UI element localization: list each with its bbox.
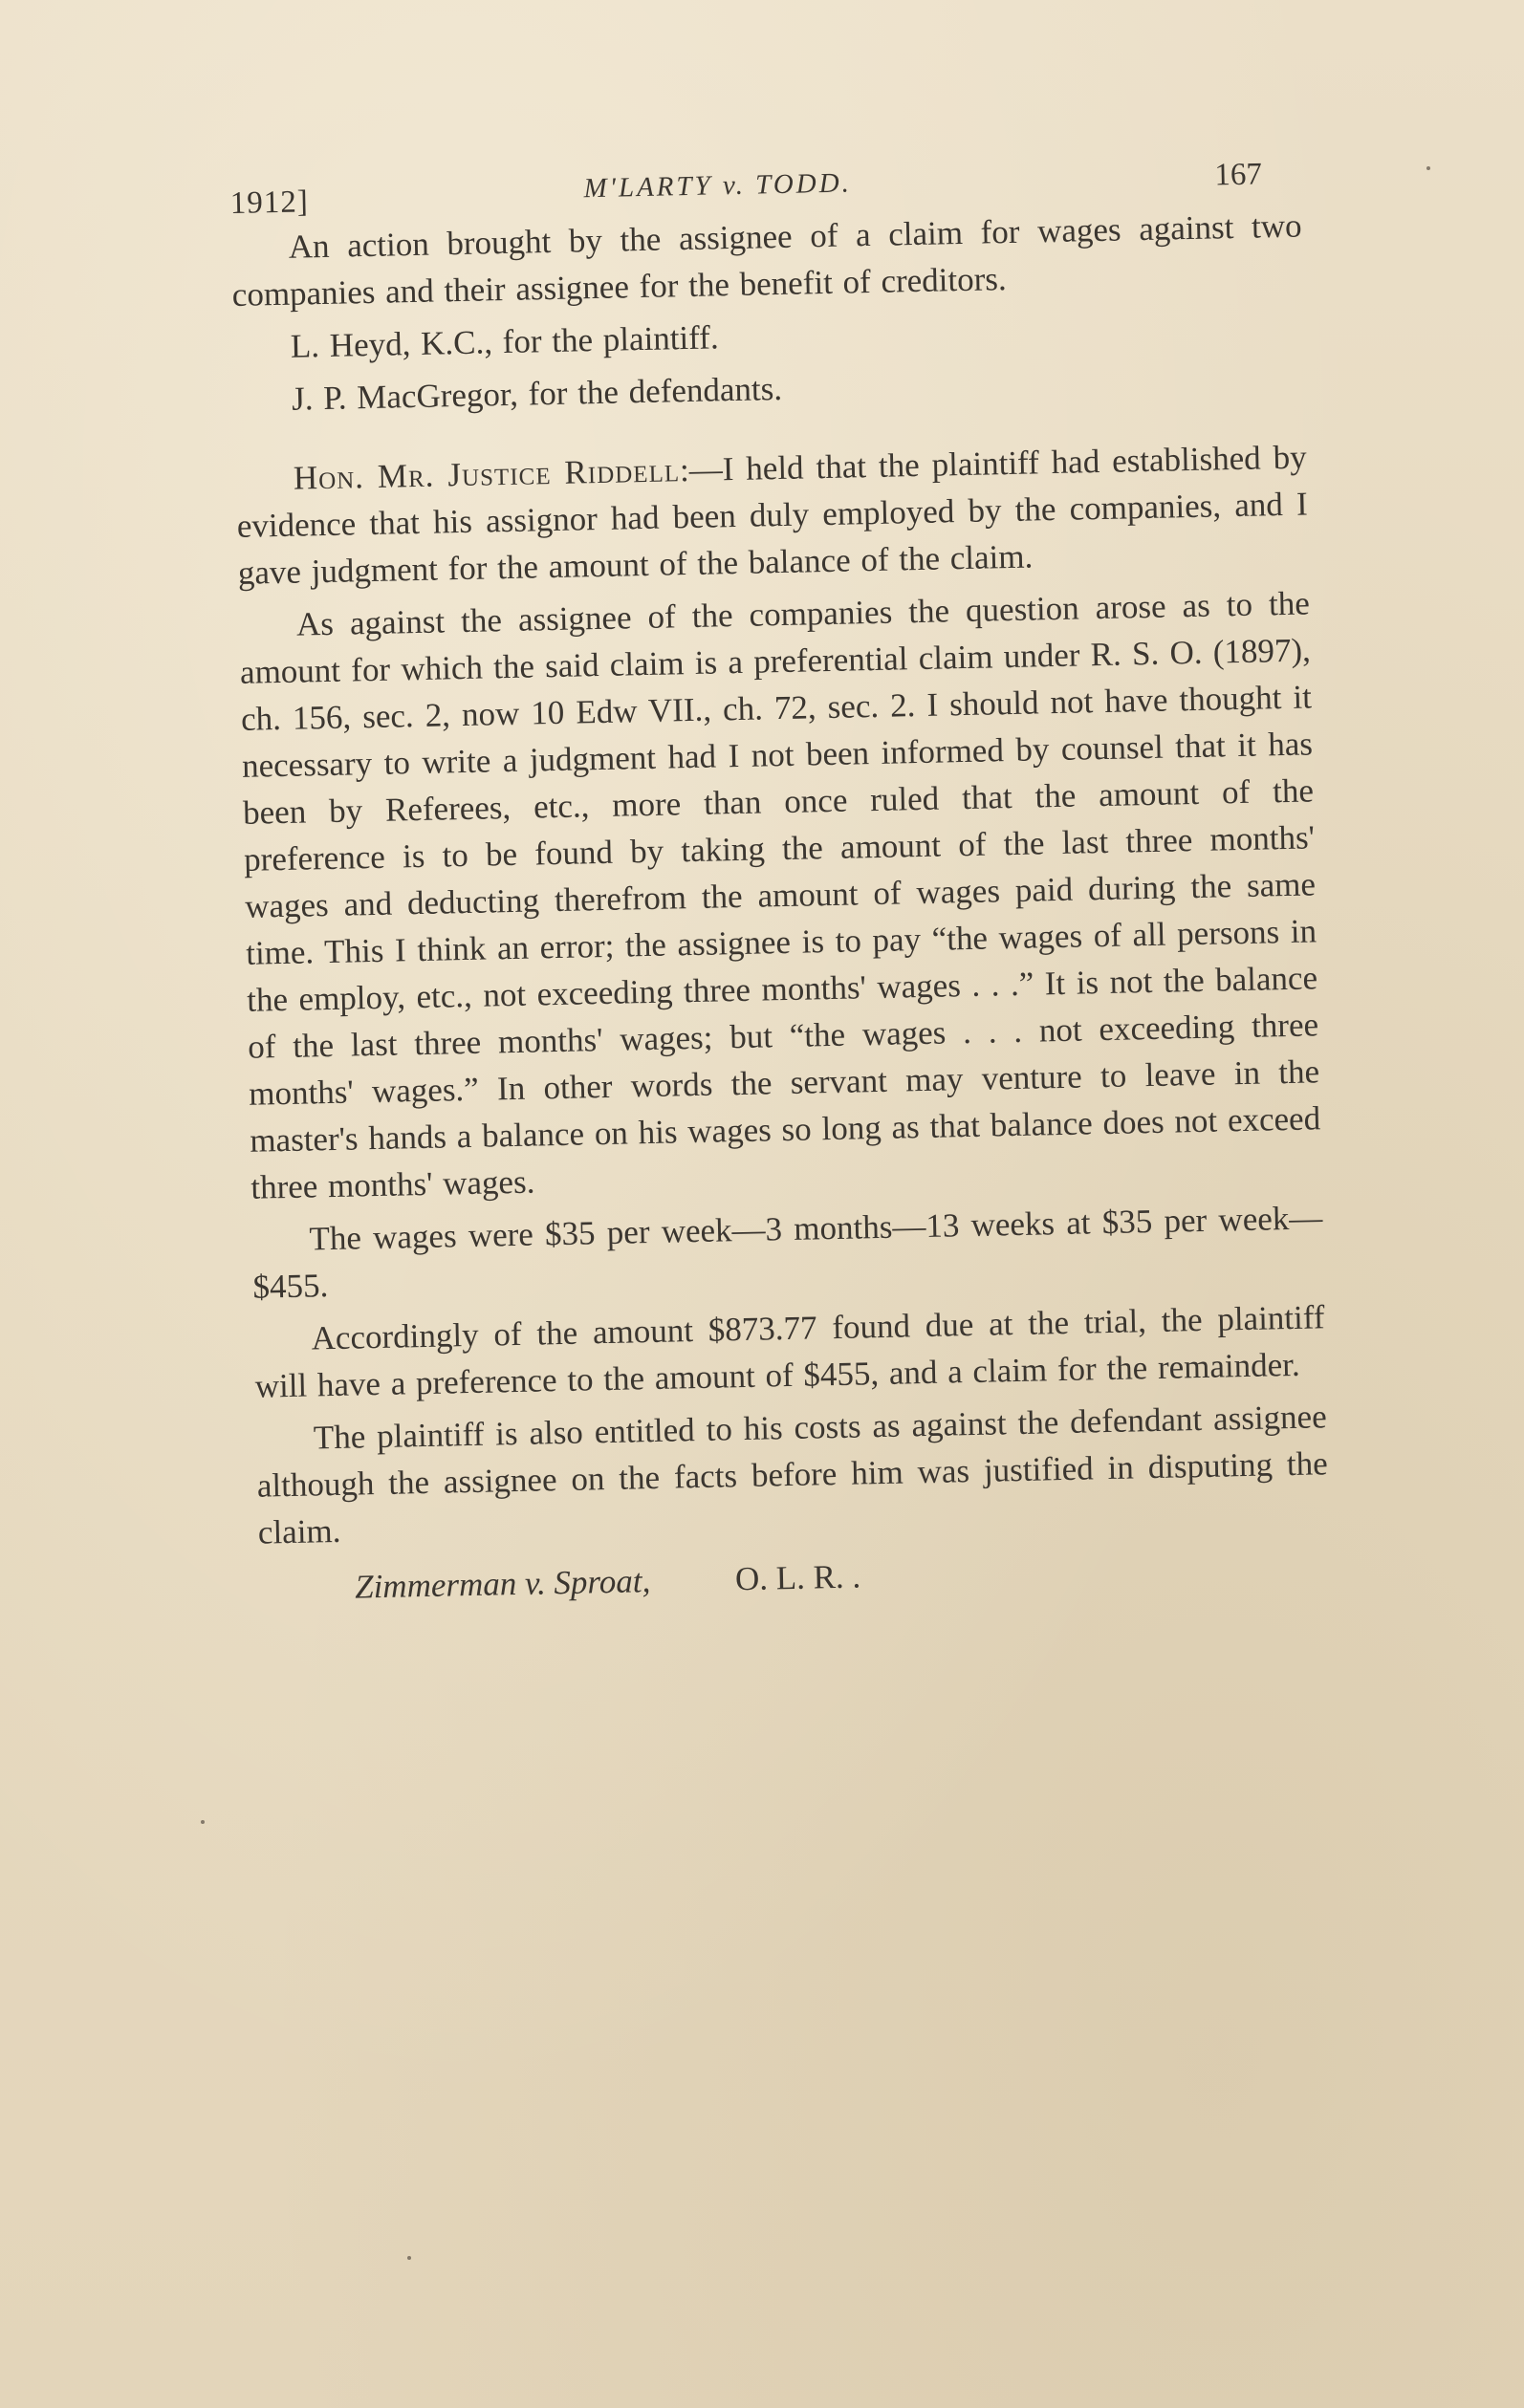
judgment-paragraph-3: The wages were $35 per week—3 months—13 weeks at $35 per week—$455. bbox=[252, 1199, 1323, 1306]
judgment-paragraph-1 bbox=[235, 433, 1309, 596]
case-citation bbox=[259, 1543, 1331, 1612]
judgment-paragraph-2: As against the assignee of the companies the question arose as to the amount for which the said claim is a preferential claim under R. S. O. (1897), ch. 156, sec. 2, now 10 Edw VII., ch. 72, sec. 2. I should not have thought it necessary to write a judgment had I not been informed by counsel that it has been by Referees, etc., more than once ruled that the amount of the preference is to be found by taking the amount of the last three months' wages and deducting therefrom the amount of wages paid during the same time. This I think an error; the assignee is to pay “the wages of all persons in the employ, etc., not exceeding three months' wages . . .” It is not the balance of the last three months' wages; but “the wages . . . not exceeding three months' wages.” In other words the servant may venture to leave in the master's hands a balance on his wages so long as that balance does not exceed three months' wages. bbox=[239, 584, 1321, 1206]
judgment-paragraph-4: Accordingly of the amount $873.77 found due at the trial, the plaintiff will have a preference to the amount of $455, and a claim for the remainder. bbox=[254, 1298, 1325, 1405]
page-text bbox=[229, 145, 1330, 1613]
paper-speck bbox=[201, 1820, 205, 1824]
counsel-plaintiff: L. Heyd, K.C., for the plaintiff. bbox=[290, 318, 719, 365]
judgment-paragraph-5: The plaintiff is also entitled to his costs as against the defendant assignee although the assignee on the facts before him was justified in disputing the claim. bbox=[256, 1398, 1329, 1551]
judgment-paragraph-1-text: :—I held that the plaintiff had established by evidence that his assignor had been duly employed by the companies, and I gave judgment for the amount of the balance of the claim. bbox=[236, 438, 1309, 592]
citation-report: O. L. R. . bbox=[734, 1557, 861, 1598]
headnote-paragraph: An action brought by the assignee of a claim for wages against two companies and their assignee for the benefit of creditors. bbox=[231, 206, 1302, 314]
counsel-defendants: J. P. MacGregor, for the defendants. bbox=[291, 369, 783, 418]
paper-speck bbox=[1426, 166, 1430, 170]
paper-speck bbox=[407, 2256, 411, 2260]
running-head-title: M'LARTY v. TODD. bbox=[583, 167, 853, 205]
judge-name: Hon. Mr. Justice Riddell bbox=[293, 451, 681, 497]
citation-case-name: Zimmerman v. Sproat, bbox=[354, 1562, 651, 1606]
page-number: 167 bbox=[1214, 157, 1263, 193]
running-head-year: 1912] bbox=[229, 184, 310, 221]
